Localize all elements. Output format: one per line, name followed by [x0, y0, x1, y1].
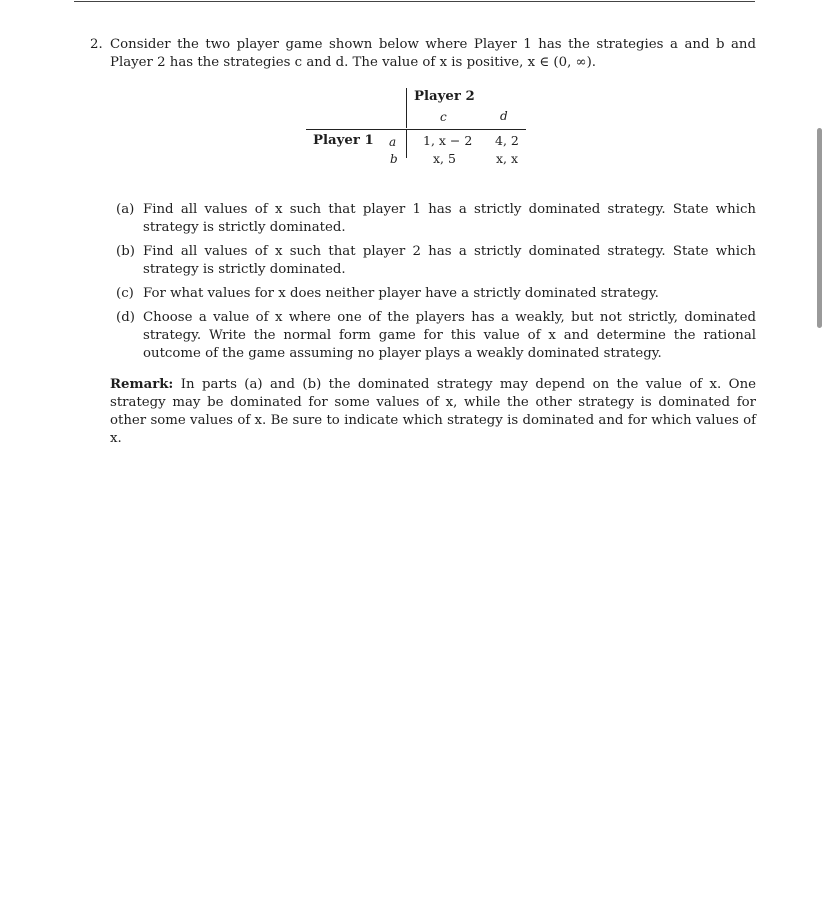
remark-label: Remark:: [110, 377, 174, 392]
part-label: (c): [116, 286, 134, 301]
column-header-c: c: [440, 110, 447, 124]
part-text: Choose a value of x where one of the players has a weakly, but not strictly, dominated strategy. Write the normal form game for this value of x and determine the rational outcome of the game assuming no player plays a weakly dominated strategy.: [143, 310, 756, 361]
part-a: [116, 201, 756, 237]
part-text: For what values for x does neither player have a strictly dominated strategy.: [143, 286, 659, 301]
table-divider-vertical-top: [406, 88, 407, 128]
remark-text: In parts (a) and (b) the dominated strategy may depend on the value of x. One strategy may be dominated for some values of x, while the other strategy is dominated for other some values of x. Be sure to indicate which strategy is dominated and for which values of x.: [110, 377, 756, 446]
part-label: (d): [116, 310, 135, 325]
part-text: Find all values of x such that player 1 has a strictly dominated strategy. State which strategy is strictly dominated.: [143, 202, 756, 235]
part-b: [116, 243, 756, 279]
problem-intro: Consider the two player game shown below where Player 1 has the strategies a and b and Player 2 has the strategies c and d. The value of x is positive, x ∈ (0, ∞).: [110, 37, 756, 70]
remark: [110, 376, 756, 448]
player2-label: Player 2: [414, 89, 475, 104]
part-label: (b): [116, 244, 135, 259]
table-divider-vertical-bottom: [406, 130, 407, 158]
payoff-cell-b-c: x, 5: [433, 151, 456, 166]
payoff-cell-b-d: x, x: [496, 151, 519, 166]
part-text: Find all values of x such that player 2 has a strictly dominated strategy. State which strategy is strictly dominated.: [143, 244, 756, 277]
part-c: [116, 285, 756, 303]
table-divider-horizontal: [306, 129, 526, 130]
column-header-d: d: [500, 109, 508, 123]
scrollbar-thumb[interactable]: [817, 128, 822, 328]
player1-label: Player 1: [313, 133, 374, 148]
row-header-b: b: [390, 152, 398, 166]
part-label: (a): [116, 202, 135, 217]
part-d: [116, 309, 756, 363]
payoff-cell-a-c: 1, x − 2: [423, 133, 473, 148]
payoff-table: [300, 88, 530, 172]
top-rule: [74, 1, 755, 2]
row-header-a: a: [389, 135, 397, 149]
payoff-cell-a-d: 4, 2: [495, 133, 519, 148]
problem-statement: [90, 36, 756, 72]
problem-number: 2.: [90, 37, 103, 52]
question-parts: [116, 201, 756, 369]
